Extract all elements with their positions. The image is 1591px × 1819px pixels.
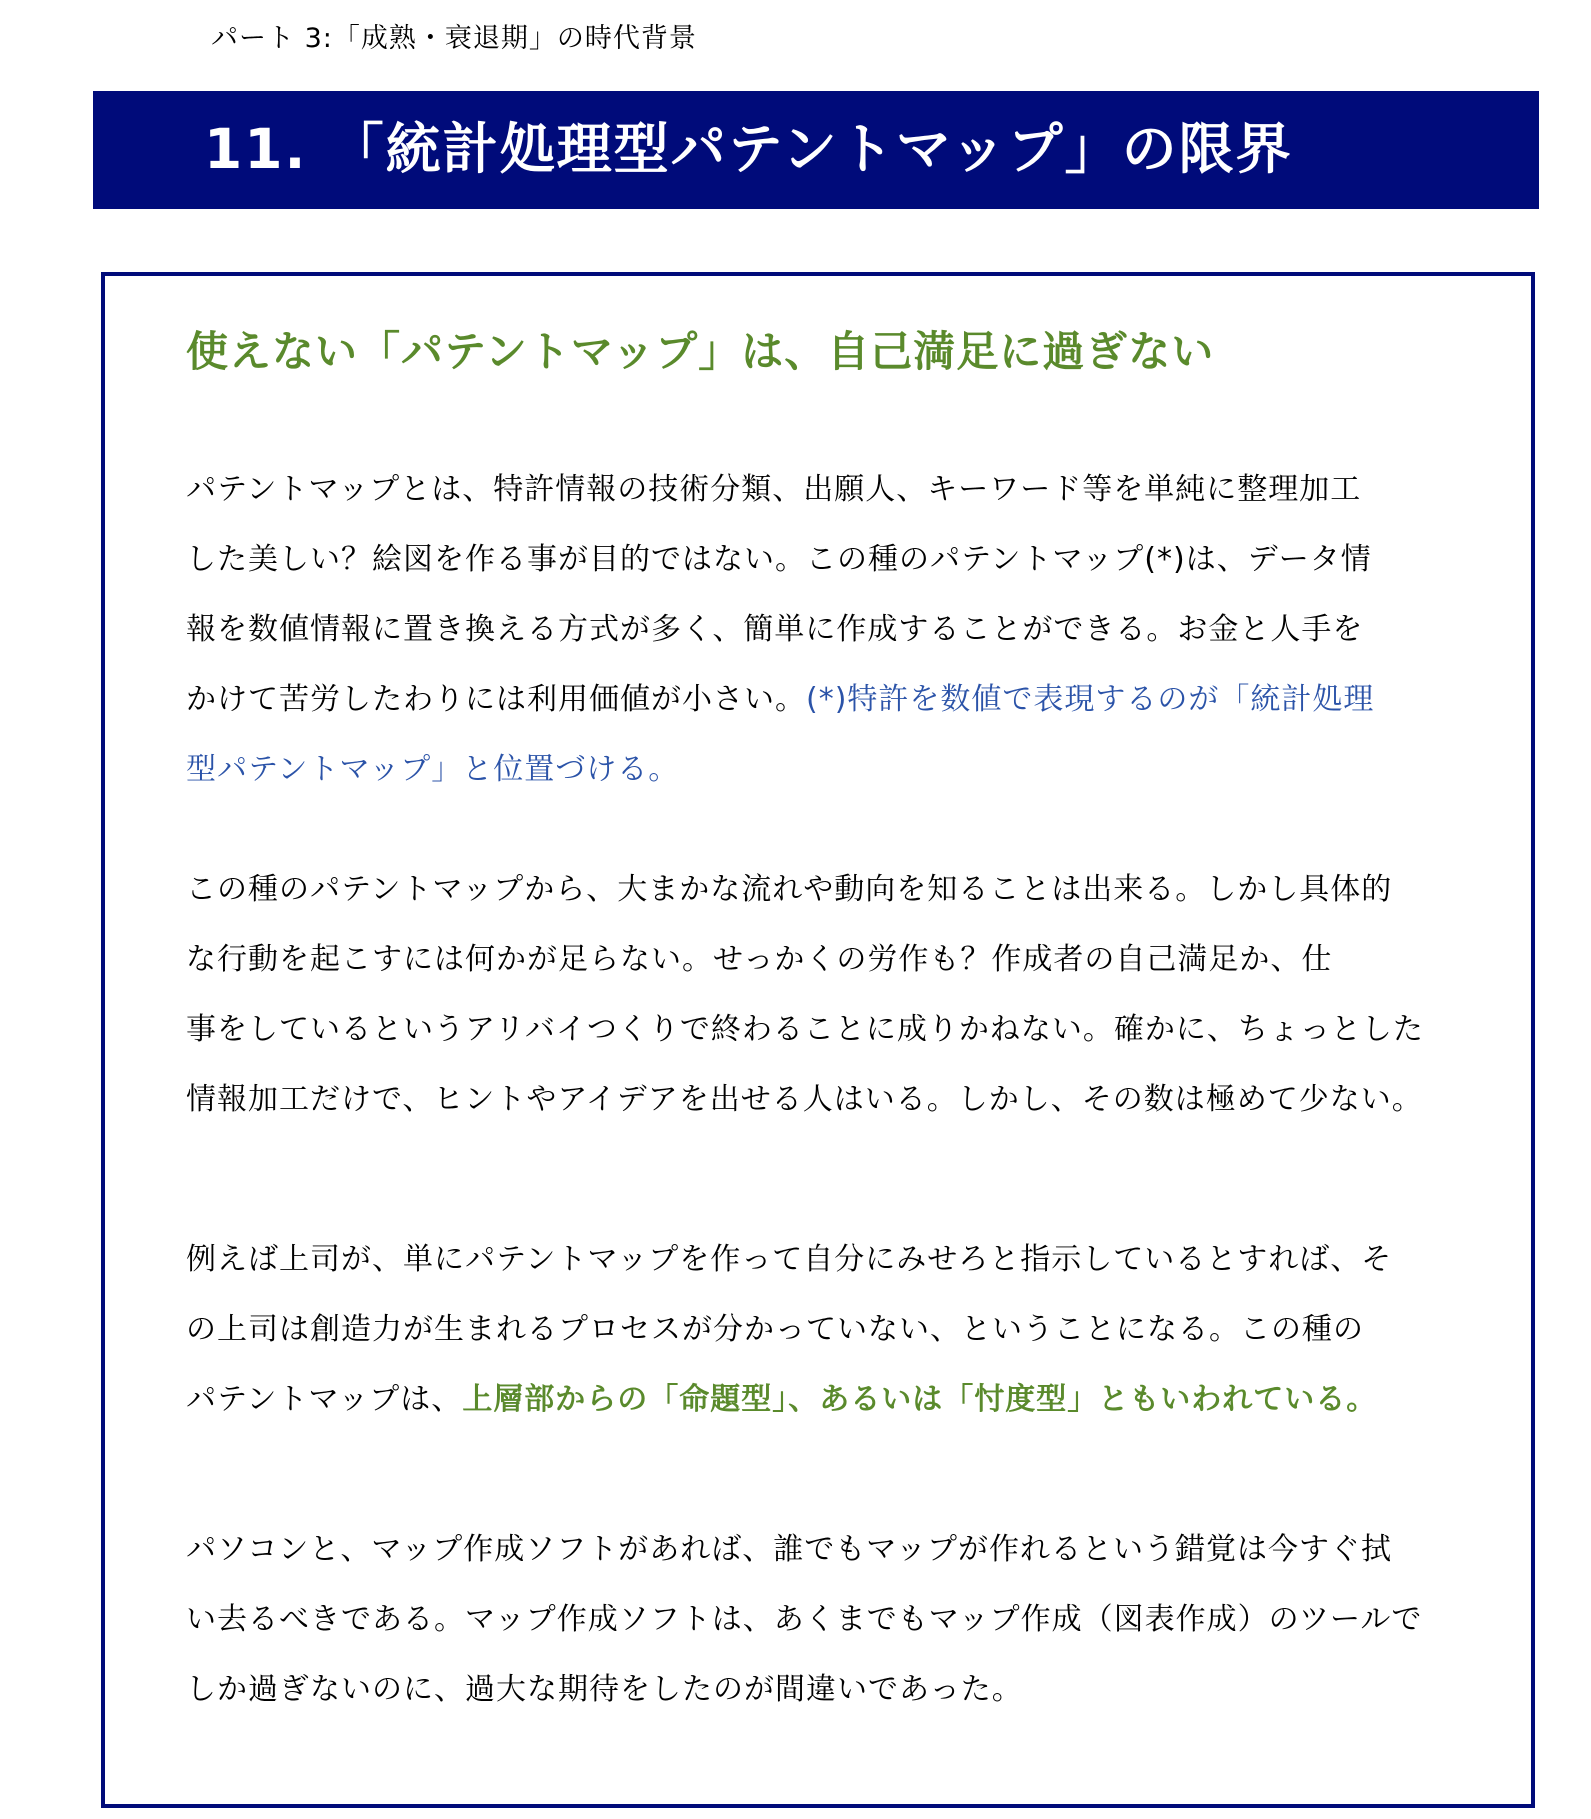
paragraph-line: 報を数値情報に置き換える方式が多く、簡単に作成することができる。お金と人手を [186, 612, 1364, 647]
paragraph-line: パテントマップとは、特許情報の技術分類、出願人、キーワード等を単純に整理加工 [186, 472, 1362, 507]
paragraph-line: な行動を起こすには何かが足らない。せっかくの労作も？作成者の自己満足か、仕 [186, 942, 1333, 977]
paragraph-line [186, 665, 1374, 735]
paragraph-line: 情報加工だけで、ヒントやアイデアを出せる人はいる。しかし、その数は極めて少ない。 [186, 1082, 1423, 1117]
paragraph-text: パテントマップは、 [186, 1382, 463, 1417]
paragraph-line: の上司は創造力が生まれるプロセスが分かっていない、ということになる。この種の [186, 1312, 1364, 1347]
paragraph-line: 事をしているというアリバイつくりで終わることに成りかねない。確かに、ちょっとした [186, 1012, 1424, 1047]
paragraph-1 [186, 455, 1374, 805]
paragraph-3 [186, 1225, 1392, 1435]
paragraph-line: しか過ぎないのに、過大な期待をしたのが間違いであった。 [186, 1672, 1023, 1707]
paragraph-line [186, 1365, 1392, 1435]
footnote-text: (*)特許を数値で表現するのが「統計処理 [806, 682, 1375, 717]
paragraph-4 [186, 1515, 1422, 1725]
paragraph-line: パソコンと、マップ作成ソフトがあれば、誰でもマップが作れるという錯覚は今すぐ拭 [186, 1532, 1392, 1567]
paragraph-line: この種のパテントマップから、大まかな流れや動向を知ることは出来る。しかし具体的 [186, 872, 1393, 907]
highlight-text: 上層部からの「命題型」、あるいは「忖度型」ともいわれている。 [462, 1382, 1378, 1417]
page-title: 11. 「統計処理型パテントマップ」の限界 [204, 117, 1293, 181]
section-heading: 使えない「パテントマップ」は、自己満足に過ぎない [186, 327, 1215, 376]
paragraph-line: した美しい？絵図を作る事が目的ではない。この種のパテントマップ(*)は、データ情 [186, 542, 1372, 577]
breadcrumb: パート 3:「成熟・衰退期」の時代背景 [211, 23, 697, 54]
paragraph-line: い去るべきである。マップ作成ソフトは、あくまでもマップ作成（図表作成）のツールで [186, 1602, 1423, 1637]
paragraph-line: 例えば上司が、単にパテントマップを作って自分にみせろと指示しているとすれば、そ [186, 1242, 1393, 1277]
title-banner [93, 91, 1539, 209]
footnote-text: 型パテントマップ」と位置づける。 [186, 752, 680, 787]
paragraph-text: かけて苦労したわりには利用価値が小さい。 [186, 682, 806, 717]
paragraph-2 [186, 855, 1424, 1135]
